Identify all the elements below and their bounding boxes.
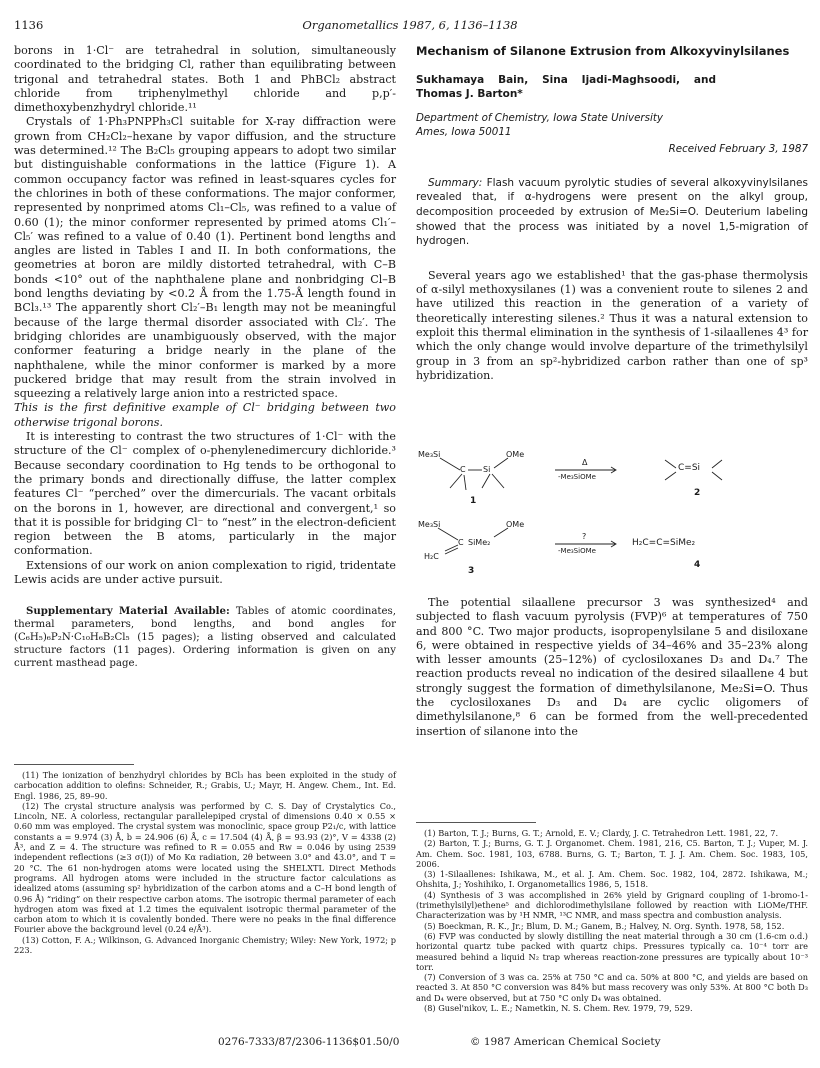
left-column	[14, 44, 396, 670]
supp-text: Tables of atomic coordinates, thermal parameters, bond lengths, and bond angles for (C₆H₅)₆P₂N·C₁₀H₆B₂Cl₅ (15 pages); a listing observed and calculated structure factors (11 pages). Ordering information is given on any current masthead page.	[14, 606, 396, 670]
right-column-continued	[416, 596, 808, 739]
left-paragraph: Crystals of 1·Ph₃PNPPh₃Cl suitable for X-ray diffraction were grown from CH₂Cl₂–hexane by vapor diffusion, and the structure was determined.¹² The B₂Cl₅ grouping appears to adopt two similar but distinguishable conformations in the lattice (Figure 1). A common occupancy factor was refined in least-squares cycles for the chlorines in both of these conformations. The major conformer, represented by nonprimed atoms Cl₁–Cl₅, was refined to a value of 0.60 (1); the minor conformer represented by primed atoms Cl₁′–Cl₅′ was refined to a value of 0.40 (1). Pertinent bond lengths and angles are listed in Tables I and II. In both conformations, the geometries at boron are mildly distorted tetrahedral, with C–B bonds <10° out of the naphthalene plane and nonbridging Cl–B bond lengths deviating by <0.2 Å from the 1.75-Å length found in BCl₃.¹³ The apparently short Cl₂′–B₁ length may not be meaningful because of the large thermal disorder associated with Cl₂′. The bridging chlorides are unambiguously observed, with the major conformer featuring a bridge nearly in the plane of the naphthalene, while the minor conformer is marked by a more puckered bridge that may result from the strain involved in squeezing a relatively large anion into a restricted space.	[14, 115, 396, 401]
supplementary-material	[14, 605, 396, 670]
footer-copyright: © 1987 American Chemical Society	[470, 1036, 661, 1048]
summary-label: Summary:	[428, 176, 483, 189]
footnote: (7) Conversion of 3 was ca. 25% at 750 °C and ca. 50% at 800 °C, and yields are based on reacted 3. At 850 °C conversion was 84% but mass recovery was only 53%. At 800 °C both D₃ and D₄ were observed, but at 750 °C only D₄ was obtained.	[416, 972, 808, 1003]
compound-label-4: 4	[694, 560, 701, 570]
right-footnotes	[416, 828, 808, 1013]
left-paragraph: Extensions of our work on anion complexation to rigid, tridentate Lewis acids are under active pursuit.	[14, 558, 396, 586]
left-paragraph: It is interesting to contrast the two structures of 1·Cl⁻ with the structure of the Cl⁻ complex of o-phenylenedimercury dichloride.³ Because secondary coordination to Hg tends to be orthogonal to the primary bonds and directionally diffuse, the latter complex features Cl⁻ “perched” over the dimercurials. The vacant orbitals on the borons in 1, however, are directional and convergent,¹ so that it is possible for bridging Cl⁻ to “nest” in the electron-deficient region between the B atoms, particularly in the major conformation.	[14, 430, 396, 558]
scheme-delta: Δ	[582, 458, 588, 467]
footnote: (11) The ionization of benzhydryl chlorides by BCl₃ has been exploited in the study of carbocation addition to olefins: Schneider, R.; Grabis, U.; Mayr, H. Angew. Chem., Int. Ed. Engl. 1986, 25, 89–90.	[14, 770, 396, 801]
compound-label-3: 3	[468, 566, 475, 576]
right-paragraph: The potential silaallene precursor 3 was synthesized⁴ and subjected to flash vacuum pyrolysis (FVP)⁶ at temperatures of 750 and 800 °C. Two major products, isopropenylsilane 5 and disiloxane 6, were obtained in respective yields of 34–46% and 35–23% along with lesser amounts (25–12%) of cyclosiloxanes D₃ and D₄.⁷ The reaction products reveal no indication of the desired silaallene 4 but strongly suggest the formation of dimethylsilanone, Me₂Si=O. Thus the cyclosiloxanes D₃ and D₄ are cyclic oligomers of dimethylsilanone,⁸ 6 can be formed from the well-precedented insertion of silanone into the	[416, 596, 808, 738]
left-emphasis: This is the first definitive example of Cl⁻ bridging between two otherwise trigonal borons.	[14, 401, 396, 429]
summary-text: Flash vacuum pyrolytic studies of several alkoxyvinylsilanes revealed that, if α-hydrogens were present on the alkyl group, decomposition proceeded by extrusion of Me₂Si=O. Deuterium labeling showed that the process was initiated by a novel 1,5-migration of hydrogen.	[416, 176, 808, 248]
scheme-ome-3: OMe	[506, 520, 525, 529]
scheme-leaving-group-2: -Me₃SiOMe	[558, 547, 596, 555]
scheme-silene: C=Si	[678, 463, 701, 473]
running-header: Organometallics 1987, 6, 1136–1138	[302, 18, 518, 32]
right-paragraph: Several years ago we established¹ that the gas-phase thermolysis of α-silyl methoxysilanes (1) was a convenient route to silenes 2 and have utilized this reaction in the generation of a variety of theoretically interesting silenes.² Thus it was a natural extension to exploit this thermal elimination in the synthesis of 1-silaallenes 4³ for which the only change would involve departure of the trimethylsilyl group in 3 from an sp²-hybridized carbon rather than one of sp³ hybridization.	[416, 268, 808, 382]
received-date: Received February 3, 1987	[668, 142, 808, 155]
affiliation: Department of Chemistry, Iowa State University	[416, 112, 664, 124]
scheme-question: ?	[582, 532, 587, 541]
scheme-h2c: H₂C	[424, 552, 439, 561]
footer-code: 0276-7333/87/2306-1136$01.50/0	[218, 1036, 400, 1048]
scheme-me3si-3: Me₃Si	[418, 520, 441, 529]
reaction-scheme	[410, 448, 810, 588]
authors: Sukhamaya Bain, Sina Ijadi-Maghsoodi, and Thomas J. Barton*	[416, 74, 716, 100]
article-title: Mechanism of Silanone Extrusion from Alkoxyvinylsilanes	[416, 44, 790, 58]
scheme-carbon-3: C	[458, 538, 464, 547]
footnote-rule	[14, 764, 134, 765]
compound-label-2: 2	[694, 488, 701, 498]
affiliation-city: Ames, Iowa 50011	[416, 126, 512, 139]
footnote-rule	[416, 822, 536, 823]
page-number: 1136	[14, 18, 44, 32]
scheme-me3si: Me₃Si	[418, 450, 441, 459]
footnote: (1) Barton, T. J.; Burns, G. T.; Arnold, E. V.; Clardy, J. C. Tetrahedron Lett. 1981, 22, 7.	[424, 828, 779, 838]
scheme-simes: SiMe₂	[468, 538, 491, 547]
footnote: (4) Synthesis of 3 was accomplished in 26% yield by Grignard coupling of 1-bromo-1-(trimethylsilyl)ethene⁵ and dichlorodimethylsilane followed by reaction with LiOMe/THF. Characterization was by ¹H NMR, ¹³C NMR, and mass spectra and combustion analysis.	[416, 889, 808, 921]
right-column	[416, 44, 808, 383]
supp-title: Supplementary Material Available:	[26, 605, 230, 618]
footnote: (13) Cotton, F. A.; Wilkinson, G. Advanced Inorganic Chemistry; Wiley: New York, 1972; p 223.	[14, 934, 396, 956]
footnote: (12) The crystal structure analysis was performed by C. S. Day of Crystalytics Co., Lincoln, NE. A colorless, rectangular parallelepiped crystal of dimensions 0.40 × 0.55 × 0.60 mm was employed. The crystal system was monoclinic, space group P2₁/c, with lattice constants a = 9.974 (3) Å, b = 24.906 (6) Å, c = 17.504 (4) Å, β = 93.93 (2)°, V = 4338 (2) Å³, and Z = 4. The structure was refined to R = 0.055 and Rw = 0.046 by using 2539 independent reflections (≥3 σ(I)) of Mo Kα radiation, 2θ between 3.0° and 43.0°, and T = 20 °C. The 61 non-hydrogen atoms were located using the SHELXTL Direct Methods programs. All hydrogen atoms were included in the structure factor calculations as idealized atoms (assuming sp² hybridization of the carbon atoms and a C–H bond length of 0.96 Å) “riding” on their respective carbon atoms. The isotropic thermal parameter of each hydrogen atom was fixed at 1.2 times the equivalent isotropic thermal parameter of the carbon atom to which it is covalently bonded. There were no peaks in the final difference Fourier above the background level (0.24 e/Å³).	[14, 800, 396, 935]
scheme-silaallene: H₂C=C=SiMe₂	[632, 538, 696, 548]
footnote: (5) Boeckman, R. K., Jr.; Blum, D. M.; Ganem, B.; Halvey, N. Org. Synth. 1978, 58, 152.	[424, 920, 785, 931]
scheme-leaving-group: -Me₃SiOMe	[558, 473, 596, 481]
footnote: (3) 1-Silaallenes: Ishikawa, M., et al. J. Am. Chem. Soc. 1982, 104, 2872. Ishikawa, M.; Ohshita, J.; Yoshihiko, I. Organometallics 1986, 5, 1518.	[416, 869, 808, 890]
footnote: (2) Barton, T. J.; Burns, G. T. J. Organomet. Chem. 1981, 216, C5. Barton, T. J.; Vuper, M. J. Am. Chem. Soc. 1981, 103, 6788. Burns, G. T.; Barton, T. J. J. Am. Chem. Soc. 1983, 105, 2006.	[416, 838, 808, 869]
scheme-ome: OMe	[506, 450, 525, 459]
footnote: (6) FVP was conducted by slowly distilling the neat material through a 30 cm (1.6-cm o.d.) horizontal quartz tube packed with quartz chips. Pressures typically ca. 10⁻⁴ torr are measured behind a liquid N₂ trap whereas reaction-zone pressures are typically about 10⁻³ torr.	[416, 930, 808, 972]
scheme-silicon: Si	[483, 465, 491, 474]
scheme-carbon: C	[460, 465, 466, 474]
summary	[416, 176, 808, 249]
left-paragraph: borons in 1·Cl⁻ are tetrahedral in solution, simultaneously coordinated to the bridging Cl, rather than equilibrating between trigonal and tetrahedral states. Both 1 and PhBCl₂ abstract chloride from triphenylmethyl chloride and p,p′-dimethoxybenzhydryl chloride.¹¹	[14, 44, 396, 115]
footnote: (8) Gusel'nikov, L. E.; Nametkin, N. S. Chem. Rev. 1979, 79, 529.	[424, 1003, 693, 1014]
compound-label-1: 1	[470, 496, 477, 506]
left-footnotes	[14, 770, 396, 955]
